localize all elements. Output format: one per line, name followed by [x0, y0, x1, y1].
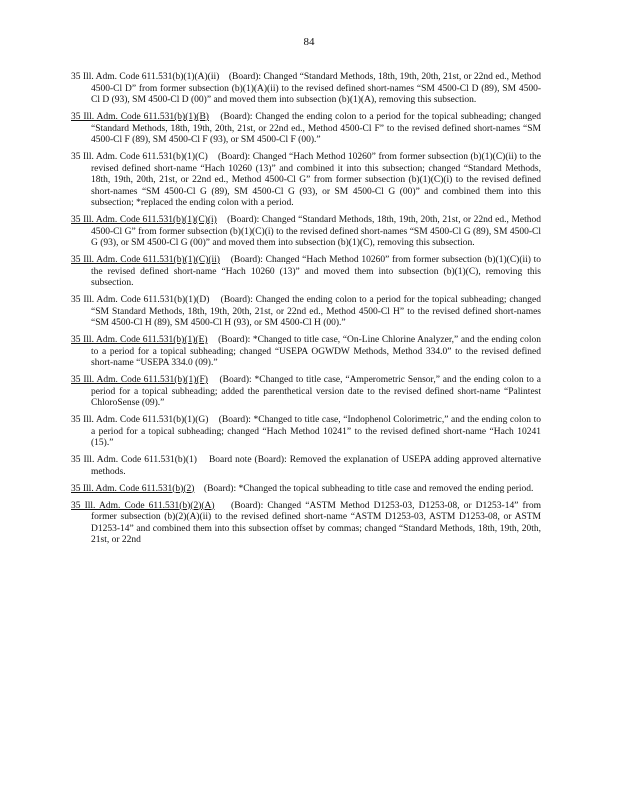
- list-item: [71, 72, 541, 107]
- entry-text: (Board): Changed “ASTM Method D1253-03, D1253-08, or D1253-14” from former subsection (b)(2)(A)(ii) to the revised defined short-name “ASTM D1253-03, ASTM D1253-08, or ASTM D1253-14” and combined them into this subsection offset by commas; changed “Standard Methods, 18th, 19th, 20th, 21st, or 22nd: [91, 500, 541, 545]
- entry-citation: 35 Ill. Adm. Code 611.531(b)(1)(B): [71, 112, 209, 122]
- list-item: [71, 215, 541, 250]
- list-item: [71, 255, 541, 290]
- entry-citation: 35 Ill. Adm. Code 611.531(b)(1)(C)(ii): [71, 255, 220, 265]
- entry-citation: 35 Ill. Adm. Code 611.531(b)(1): [71, 455, 197, 465]
- entry-citation: 35 Ill. Adm. Code 611.531(b)(1)(D): [71, 295, 210, 305]
- entry-citation: 35 Ill. Adm. Code 611.531(b)(2)(A): [71, 500, 215, 511]
- list-item: [71, 295, 541, 330]
- entry-citation: 35 Ill. Adm. Code 611.531(b)(1)(C): [71, 152, 208, 162]
- entry-citation: 35 Ill. Adm. Code 611.531(b)(1)(A)(ii): [71, 72, 220, 82]
- list-item: [71, 375, 541, 410]
- entry-text: Board note (Board): Removed the explanation of USEPA adding approved alternative methods.: [91, 455, 541, 477]
- entry-text: (Board): Changed “Standard Methods, 18th, 19th, 20th, 21st, or 22nd ed., Method 4500-Cl D” from former subsection (b)(1)(A)(ii) to the revised defined short-names “SM 4500-Cl D (89), SM 4500-Cl D (93), SM 4500-Cl D (00)” and moved them into subsection (b)(1)(A), removing this subsection.: [91, 72, 541, 105]
- entry-list: [71, 72, 541, 552]
- entry-text: (Board): *Changed to title case, “Amperometric Sensor,” and the ending colon to a period for a topical subheading; added the parenthetical version date to the revised defined short-name “Palintest ChloroSense (09).”: [91, 375, 542, 408]
- entry-citation: 35 Ill. Adm. Code 611.531(b)(1)(F): [71, 375, 208, 385]
- entry-text: (Board): Changed the ending colon to a period for the topical subheading; changed “Standard Methods, 18th, 19th, 20th, 21st, or 22nd ed., Method 4500-Cl F” to the revised defined short-names “SM 4500-Cl F (89), SM 4500-Cl F (93), or SM 4500-Cl F (00).”: [91, 112, 541, 145]
- list-item: [71, 501, 541, 547]
- entry-citation: 35 Ill. Adm. Code 611.531(b)(1)(E): [71, 335, 208, 345]
- list-item: [71, 112, 541, 147]
- list-item: [71, 152, 541, 210]
- page-number: 84: [303, 36, 315, 48]
- list-item: [71, 455, 541, 478]
- entry-citation: 35 Ill. Adm. Code 611.531(b)(1)(G): [71, 415, 209, 425]
- list-item: [71, 335, 541, 370]
- entry-text: (Board): Changed “Standard Methods, 18th, 19th, 20th, 21st, or 22nd ed., Method 4500-Cl G” from former subsection (b)(1)(C)(i) to the revised defined short-names “SM 4500-Cl G (89), SM 4500-Cl G (93), or SM 4500-Cl G (00)” and moved them into subsection (b)(1)(C), removing this subsection.: [91, 215, 542, 248]
- entry-text: (Board): *Changed to title case, “On-Line Chlorine Analyzer,” and the ending colon to a period for a topical subheading; changed “USEPA OGWDW Methods, Method 334.0” to the revised defined short-name “USEPA 334.0 (09).”: [91, 335, 541, 368]
- entry-text: (Board): *Changed to title case, “Indophenol Colorimetric,” and the ending colon to a period for a topical subheading; changed “Hach Method 10241” to the revised defined short-name “Hach 10241 (15).”: [91, 415, 541, 448]
- entry-citation: 35 Ill. Adm. Code 611.531(b)(1)(C)(i): [71, 215, 217, 225]
- entry-text: (Board): Changed “Hach Method 10260” from former subsection (b)(1)(C)(ii) to the revised defined short-name “Hach 10260 (13)” and combined it into this subsection; changed “Standard Methods, 18th, 19th, 20th, 21st, or 22nd ed., Method 4500-Cl G” from former subsection (b)(1)(C)(i) to the revised defined short-names “SM 4500-Cl G (89), SM 4500-Cl G (93), or SM 4500-Cl G (00)” and combined them into this subsection; *replaced the ending colon with a period.: [91, 152, 542, 208]
- entry-text: (Board): *Changed the topical subheading to title case and removed the ending period.: [203, 483, 534, 494]
- entry-citation: 35 Ill. Adm. Code 611.531(b)(2): [71, 483, 195, 494]
- entry-text: (Board): Changed “Hach Method 10260” from former subsection (b)(1)(C)(ii) to the revised defined short-name “Hach 10260 (13)” and moved them into subsection (b)(1)(C), removing this subsection.: [91, 255, 542, 288]
- list-item: [71, 415, 541, 450]
- list-item: [71, 484, 541, 496]
- entry-text: (Board): Changed the ending colon to a period for the topical subheading; changed “SM Standard Methods, 18th, 19th, 20th, 21st, or 22nd ed., Method 4500-Cl H” to the revised defined short-names “SM 4500-Cl H (89), SM 4500-Cl H (93), or SM 4500-Cl H (00).”: [91, 295, 541, 328]
